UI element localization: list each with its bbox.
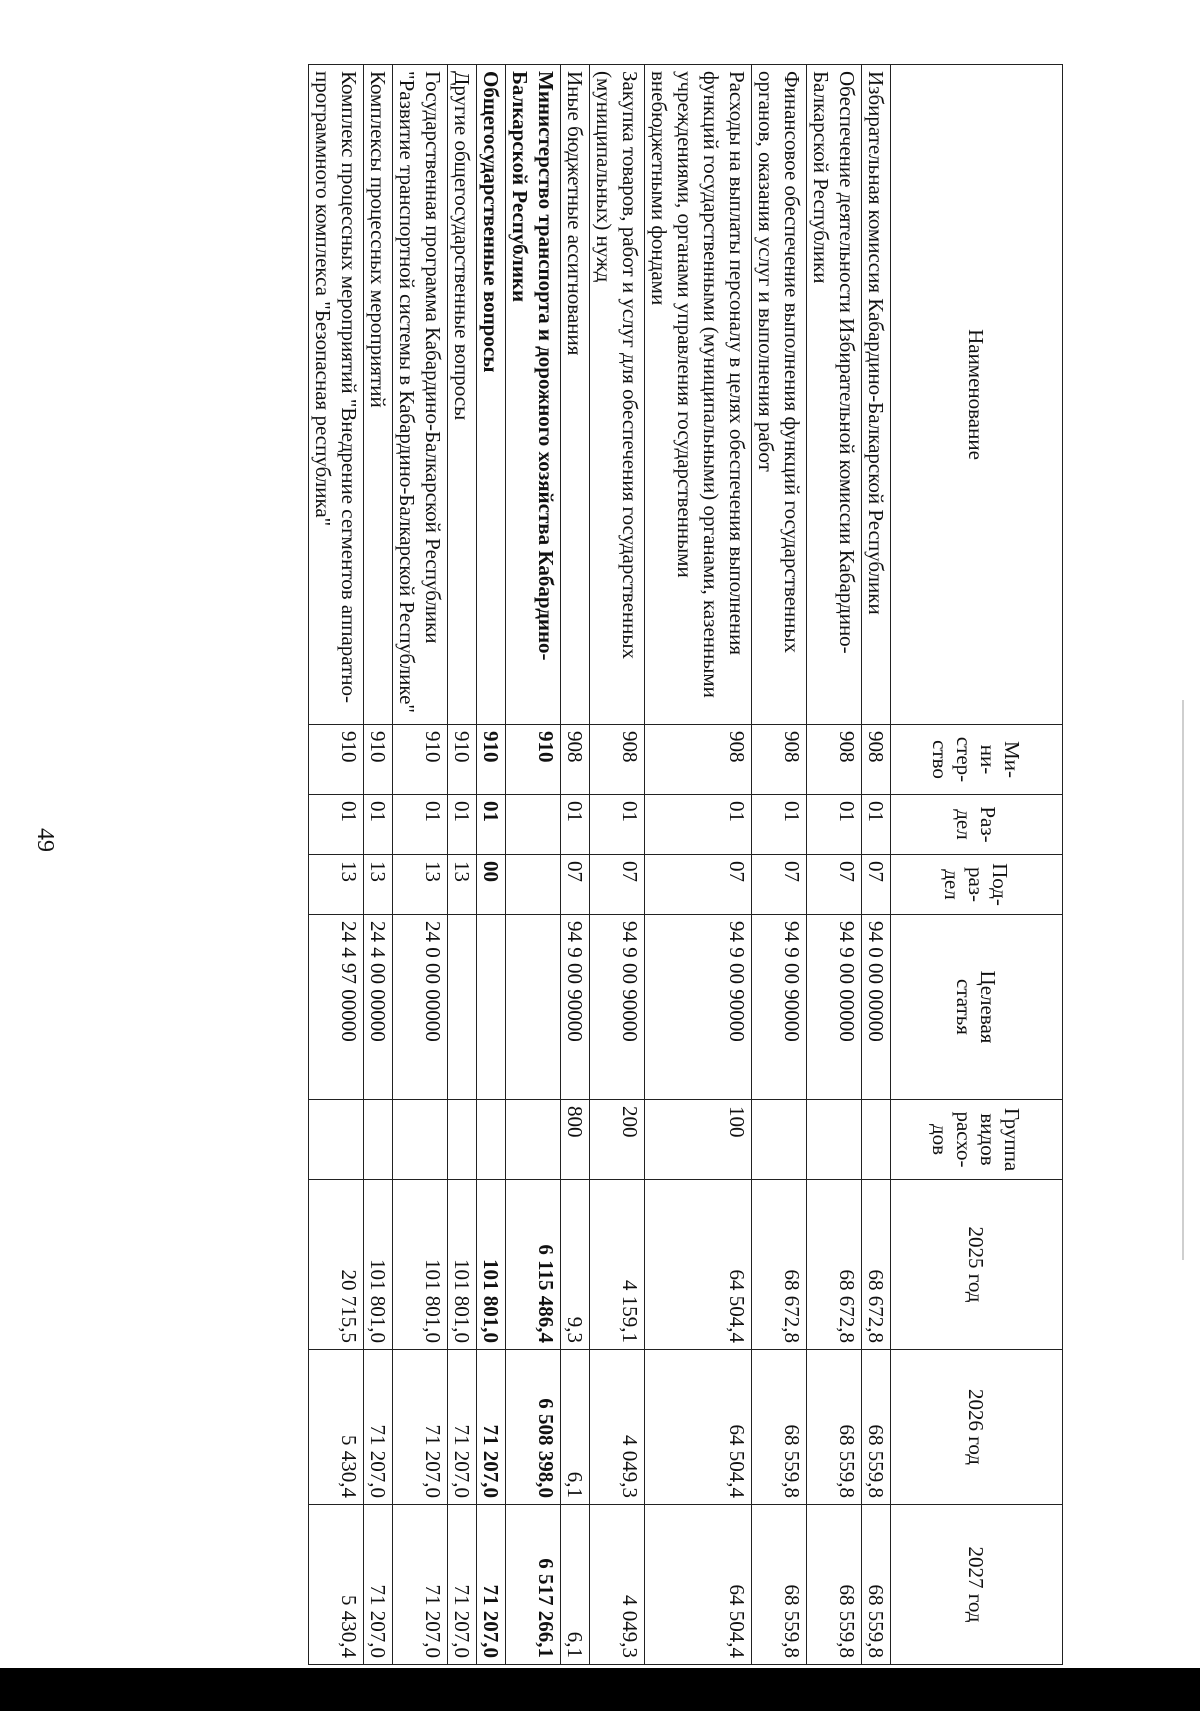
header-ministry: Ми- ни- стер- ство <box>891 725 1063 795</box>
row-value-2026: 71 207,0 <box>393 1350 448 1505</box>
header-name: Наименование <box>891 65 1063 725</box>
row-value-2025: 9,3 <box>561 1180 590 1350</box>
row-section: 01 <box>807 795 862 855</box>
row-name: Избирательная комиссия Кабардино-Балкарской Республики <box>862 65 891 725</box>
row-target-article <box>477 915 506 1100</box>
row-section: 01 <box>862 795 891 855</box>
row-value-2026: 71 207,0 <box>364 1350 393 1505</box>
scan-artifact-line <box>1182 700 1184 1260</box>
row-target-article: 94 9 00 90000 <box>752 915 807 1100</box>
row-section: 01 <box>364 795 393 855</box>
row-ministry: 910 <box>393 725 448 795</box>
row-target-article <box>448 915 477 1100</box>
table-body <box>309 65 891 1665</box>
rotated-page <box>308 64 1063 1664</box>
scan-bottom-border <box>0 1668 1200 1711</box>
row-value-2027: 64 504,4 <box>645 1505 752 1665</box>
row-target-article: 94 9 00 90000 <box>590 915 645 1100</box>
row-value-2025: 20 715,5 <box>309 1180 364 1350</box>
row-value-2025: 4 159,1 <box>590 1180 645 1350</box>
row-target-article <box>506 915 561 1100</box>
row-value-2025: 101 801,0 <box>448 1180 477 1350</box>
row-ministry: 910 <box>506 725 561 795</box>
row-ministry: 908 <box>807 725 862 795</box>
row-value-2025: 101 801,0 <box>393 1180 448 1350</box>
row-value-2026: 68 559,8 <box>862 1350 891 1505</box>
row-section: 01 <box>393 795 448 855</box>
table-row <box>590 65 645 1665</box>
row-value-2026: 4 049,3 <box>590 1350 645 1505</box>
row-value-2025: 64 504,4 <box>645 1180 752 1350</box>
row-value-2027: 6,1 <box>561 1505 590 1665</box>
row-name: Обеспечение деятельности Избирательной комиссии Кабардино-Балкарской Республики <box>807 65 862 725</box>
row-value-2026: 6,1 <box>561 1350 590 1505</box>
header-section: Раз- дел <box>891 795 1063 855</box>
row-target-article: 24 4 97 00000 <box>309 915 364 1100</box>
row-value-2027: 71 207,0 <box>448 1505 477 1665</box>
row-section: 01 <box>752 795 807 855</box>
header-target-article: Целевая статья <box>891 915 1063 1100</box>
row-subsection: 13 <box>309 855 364 915</box>
row-value-2026: 68 559,8 <box>752 1350 807 1505</box>
row-subsection: 07 <box>752 855 807 915</box>
row-value-2025: 101 801,0 <box>477 1180 506 1350</box>
row-value-2025: 101 801,0 <box>364 1180 393 1350</box>
row-value-2027: 68 559,8 <box>862 1505 891 1665</box>
table-row <box>477 65 506 1665</box>
row-expense-group <box>807 1100 862 1180</box>
row-section: 01 <box>309 795 364 855</box>
row-value-2025: 68 672,8 <box>862 1180 891 1350</box>
row-section: 01 <box>645 795 752 855</box>
row-subsection: 00 <box>477 855 506 915</box>
row-value-2026: 68 559,8 <box>807 1350 862 1505</box>
row-name: Общегосударственные вопросы <box>477 65 506 725</box>
row-expense-group <box>477 1100 506 1180</box>
row-value-2027: 68 559,8 <box>807 1505 862 1665</box>
row-subsection: 13 <box>364 855 393 915</box>
row-expense-group: 100 <box>645 1100 752 1180</box>
header-year-2025: 2025 год <box>891 1180 1063 1350</box>
row-value-2027: 71 207,0 <box>393 1505 448 1665</box>
header-subsection: Под- раз- дел <box>891 855 1063 915</box>
row-target-article: 94 9 00 90000 <box>561 915 590 1100</box>
row-name: Закупка товаров, работ и услуг для обеспечения государственных (муниципальных) нужд <box>590 65 645 725</box>
row-section: 01 <box>590 795 645 855</box>
row-target-article: 94 9 00 90000 <box>645 915 752 1100</box>
row-target-article: 94 0 00 00000 <box>862 915 891 1100</box>
row-expense-group <box>393 1100 448 1180</box>
row-ministry: 908 <box>590 725 645 795</box>
row-value-2027: 5 430,4 <box>309 1505 364 1665</box>
table-row <box>448 65 477 1665</box>
row-section: 01 <box>561 795 590 855</box>
row-value-2026: 5 430,4 <box>309 1350 364 1505</box>
table-row <box>506 65 561 1665</box>
page-number: 49 <box>32 828 58 852</box>
row-expense-group <box>309 1100 364 1180</box>
header-year-2026: 2026 год <box>891 1350 1063 1505</box>
table-row <box>752 65 807 1665</box>
row-ministry: 908 <box>561 725 590 795</box>
table-row <box>561 65 590 1665</box>
row-value-2026: 64 504,4 <box>645 1350 752 1505</box>
row-value-2027: 6 517 266,1 <box>506 1505 561 1665</box>
row-section: 01 <box>448 795 477 855</box>
row-value-2026: 71 207,0 <box>448 1350 477 1505</box>
row-subsection: 07 <box>590 855 645 915</box>
row-expense-group <box>862 1100 891 1180</box>
row-subsection: 13 <box>448 855 477 915</box>
row-value-2027: 71 207,0 <box>364 1505 393 1665</box>
row-name: Финансовое обеспечение выполнения функций государственных органов, оказания услуг и выполнения работ <box>752 65 807 725</box>
row-ministry: 908 <box>752 725 807 795</box>
row-ministry: 908 <box>862 725 891 795</box>
row-name: Комплекс процессных мероприятий "Внедрение сегментов аппаратно-программного комплекса "Безопасная республика" <box>309 65 364 725</box>
table-row <box>862 65 891 1665</box>
row-ministry: 910 <box>448 725 477 795</box>
header-year-2027: 2027 год <box>891 1505 1063 1665</box>
row-target-article: 94 9 00 00000 <box>807 915 862 1100</box>
row-name: Расходы на выплаты персоналу в целях обеспечения выполнения функций государственными (муниципальными) органами, казенными учреждениями, органами управления государственными внебюджетными фондами <box>645 65 752 725</box>
row-subsection: 07 <box>862 855 891 915</box>
row-value-2025: 6 115 486,4 <box>506 1180 561 1350</box>
row-ministry: 910 <box>477 725 506 795</box>
row-ministry: 908 <box>645 725 752 795</box>
header-expense-group: Группа видов расхо- дов <box>891 1100 1063 1180</box>
row-ministry: 910 <box>309 725 364 795</box>
table-row <box>309 65 364 1665</box>
table-header <box>891 65 1063 1665</box>
row-name: Государственная программа Кабардино-Балкарской Республики "Развитие транспортной системы в Кабардино-Балкарской Республике" <box>393 65 448 725</box>
row-name: Другие общегосударственные вопросы <box>448 65 477 725</box>
row-subsection: 07 <box>645 855 752 915</box>
row-target-article: 24 4 00 00000 <box>364 915 393 1100</box>
row-subsection: 13 <box>393 855 448 915</box>
row-ministry: 910 <box>364 725 393 795</box>
table-row <box>364 65 393 1665</box>
row-value-2027: 68 559,8 <box>752 1505 807 1665</box>
table-row <box>645 65 752 1665</box>
table-row <box>807 65 862 1665</box>
budget-table <box>308 64 1063 1665</box>
row-section <box>506 795 561 855</box>
row-value-2027: 71 207,0 <box>477 1505 506 1665</box>
row-name: Иные бюджетные ассигнования <box>561 65 590 725</box>
row-value-2026: 71 207,0 <box>477 1350 506 1505</box>
table-row <box>393 65 448 1665</box>
row-value-2026: 6 508 398,0 <box>506 1350 561 1505</box>
row-expense-group <box>364 1100 393 1180</box>
row-subsection: 07 <box>561 855 590 915</box>
row-subsection: 07 <box>807 855 862 915</box>
row-name: Комплексы процессных мероприятий <box>364 65 393 725</box>
row-expense-group: 200 <box>590 1100 645 1180</box>
row-section: 01 <box>477 795 506 855</box>
row-expense-group <box>506 1100 561 1180</box>
row-target-article: 24 0 00 00000 <box>393 915 448 1100</box>
row-value-2025: 68 672,8 <box>752 1180 807 1350</box>
row-expense-group <box>752 1100 807 1180</box>
row-expense-group: 800 <box>561 1100 590 1180</box>
row-value-2027: 4 049,3 <box>590 1505 645 1665</box>
row-name: Министерство транспорта и дорожного хозяйства Кабардино-Балкарской Республики <box>506 65 561 725</box>
row-value-2025: 68 672,8 <box>807 1180 862 1350</box>
row-expense-group <box>448 1100 477 1180</box>
row-subsection <box>506 855 561 915</box>
